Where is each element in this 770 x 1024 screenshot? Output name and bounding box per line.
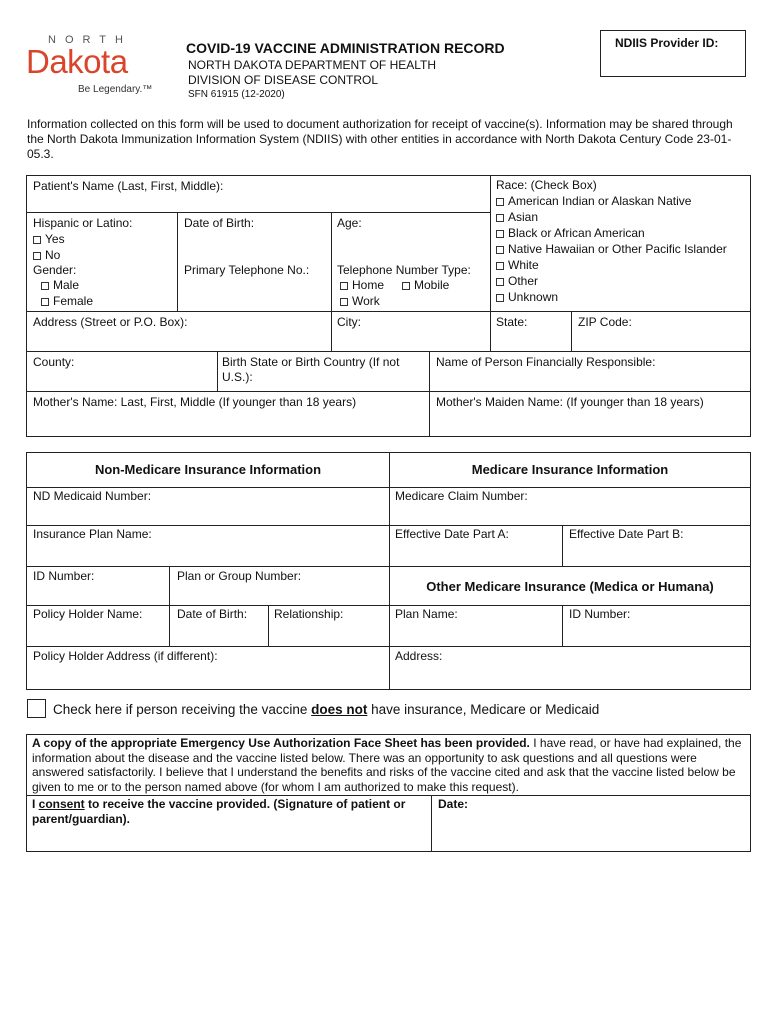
race-option-black[interactable] — [496, 225, 727, 241]
policy-holder-dob-label: Date of Birth: — [177, 607, 248, 621]
consent-statement — [32, 736, 744, 794]
phone-home-checkbox[interactable] — [340, 282, 348, 290]
hispanic-yes-label: Yes — [45, 232, 65, 246]
zip-label: ZIP Code: — [578, 315, 632, 329]
consent-body: I have read, or have had explained, the information about the disease and the vaccine listed below. There was an opportunity to ask questions and all questions were answered satisfactorily. I believe that I understand the benefits and risks of the vaccine cited and ask that the vaccine listed below be given to me or to the person named above (for whom I am authorized to make this request). — [32, 736, 742, 794]
other-plan-name-label: Plan Name: — [395, 607, 458, 621]
other-address-field[interactable] — [390, 647, 750, 689]
part-b-date-field[interactable] — [563, 526, 750, 565]
race-checkbox[interactable] — [496, 230, 504, 238]
division-name: DIVISION OF DISEASE CONTROL — [188, 73, 379, 87]
department-name: NORTH DAKOTA DEPARTMENT OF HEALTH — [188, 58, 437, 72]
medicaid-number-field[interactable] — [27, 488, 388, 524]
race-option-label: Native Hawaiian or Other Pacific Islander — [508, 242, 727, 256]
phone-mobile-label: Mobile — [414, 278, 450, 292]
logo-north-text: NORTH — [48, 34, 132, 46]
medicare-claim-field[interactable] — [390, 488, 750, 524]
policy-holder-name-field[interactable] — [27, 606, 168, 645]
signature-field[interactable] — [27, 796, 430, 851]
id-number-field[interactable] — [27, 567, 168, 604]
part-a-date-field[interactable] — [390, 526, 561, 565]
no-insurance-emphasis: does not — [311, 702, 368, 717]
phone-work-option[interactable] — [340, 294, 380, 309]
state-field[interactable] — [491, 312, 570, 350]
medicare-claim-label: Medicare Claim Number: — [395, 489, 528, 503]
ndiis-provider-id-box[interactable] — [600, 30, 746, 77]
signature-emphasis: consent — [38, 797, 85, 811]
race-option-asian[interactable] — [496, 209, 727, 225]
race-option-american-indian[interactable] — [496, 193, 727, 209]
race-field — [491, 176, 750, 310]
race-option-label: Other — [508, 274, 539, 288]
hispanic-no-checkbox[interactable] — [33, 252, 41, 260]
intro-text: Information collected on this form will be used to document authorization for receipt of vaccine(s). Information may be shared through the North Dakota Immunization Information System (NDIIS) with other entities in accordance with North Dakota Century Code 23-01-05.3. — [27, 117, 733, 161]
race-checkbox[interactable] — [496, 198, 504, 206]
mother-name-label: Mother's Name: Last, First, Middle (If younger than 18 years) — [33, 395, 357, 409]
signature-post: to receive the vaccine provided. (Signature of patient or parent/guardian). — [32, 797, 406, 826]
patient-name-label: Patient's Name (Last, First, Middle): — [33, 179, 224, 193]
phone-label: Primary Telephone No.: — [184, 263, 310, 277]
gender-female-checkbox[interactable] — [41, 298, 49, 306]
hispanic-yes-option[interactable] — [33, 232, 65, 247]
part-a-date-label: Effective Date Part A: — [395, 527, 509, 541]
no-insurance-text-post: have insurance, Medicare or Medicaid — [367, 702, 600, 717]
patient-name-field[interactable] — [27, 176, 489, 211]
insurance-plan-name-label: Insurance Plan Name: — [33, 527, 152, 541]
form-title: COVID-19 VACCINE ADMINISTRATION RECORD — [186, 40, 505, 56]
signature-pre: I — [32, 797, 39, 811]
race-option-label: Black or African American — [508, 226, 645, 240]
race-label: Race: (Check Box) — [496, 178, 597, 192]
race-checkbox[interactable] — [496, 278, 504, 286]
gender-female-option[interactable] — [41, 294, 93, 309]
race-option-white[interactable] — [496, 257, 727, 273]
consent-lead: A copy of the appropriate Emergency Use Authorization Face Sheet has been provided. — [32, 736, 530, 750]
phone-home-option[interactable] — [340, 278, 384, 293]
hispanic-no-label: No — [45, 248, 61, 262]
signature-label — [32, 797, 428, 827]
other-id-number-field[interactable] — [563, 606, 750, 645]
medicare-header: Medicare Insurance Information — [471, 462, 669, 477]
no-insurance-checkbox[interactable] — [27, 699, 46, 718]
gender-female-label: Female — [53, 294, 94, 308]
age-label: Age: — [337, 216, 362, 230]
dob-field[interactable] — [178, 213, 330, 261]
phone-mobile-checkbox[interactable] — [402, 282, 410, 290]
phone-type-field — [332, 262, 489, 310]
logo-dakota-text: Dakota — [26, 43, 128, 80]
relationship-field[interactable] — [269, 606, 388, 645]
age-field[interactable] — [332, 213, 489, 261]
hispanic-yes-checkbox[interactable] — [33, 236, 41, 244]
other-address-label: Address: — [395, 649, 443, 663]
phone-field[interactable] — [178, 262, 330, 310]
group-number-label: Plan or Group Number: — [177, 569, 302, 583]
financial-responsible-field[interactable] — [430, 352, 750, 390]
hispanic-no-option[interactable] — [33, 248, 60, 263]
mother-name-field[interactable] — [27, 392, 428, 436]
other-medicare-header: Other Medicare Insurance (Medica or Humana) — [426, 579, 714, 594]
county-label: County: — [33, 355, 75, 369]
mother-maiden-field[interactable] — [430, 392, 750, 436]
no-insurance-statement — [53, 702, 599, 717]
relationship-label: Relationship: — [274, 607, 344, 621]
gender-male-label: Male — [53, 278, 80, 292]
race-checkbox[interactable] — [496, 294, 504, 302]
race-option-unknown[interactable] — [496, 289, 727, 305]
address-field[interactable] — [27, 312, 330, 350]
race-option-label: White — [508, 258, 539, 272]
race-option-label: Unknown — [508, 290, 559, 304]
zip-field[interactable] — [572, 312, 750, 350]
race-checkbox[interactable] — [496, 246, 504, 254]
phone-work-label: Work — [352, 294, 380, 308]
gender-male-checkbox[interactable] — [41, 282, 49, 290]
city-label: City: — [337, 315, 361, 329]
no-insurance-text-pre: Check here if person receiving the vaccine — [53, 702, 312, 717]
other-plan-name-field[interactable] — [390, 606, 561, 645]
race-checkbox[interactable] — [496, 262, 504, 270]
county-field[interactable] — [27, 352, 216, 390]
gender-male-option[interactable] — [41, 278, 79, 293]
race-checkbox[interactable] — [496, 214, 504, 222]
phone-work-checkbox[interactable] — [340, 298, 348, 306]
consent-date-field[interactable] — [432, 796, 750, 851]
gender-field — [27, 262, 176, 310]
group-number-field[interactable] — [170, 567, 388, 604]
ndiis-provider-id-label: NDIIS Provider ID: — [615, 36, 719, 50]
hispanic-field — [27, 213, 176, 263]
mother-maiden-label: Mother's Maiden Name: (If younger than 18 years) — [436, 395, 704, 409]
race-option-other[interactable] — [496, 273, 727, 289]
birth-state-field[interactable] — [218, 352, 428, 390]
race-option-label: American Indian or Alaskan Native — [508, 194, 692, 208]
policy-holder-address-field[interactable] — [27, 647, 388, 689]
policy-holder-dob-field[interactable] — [170, 606, 267, 645]
phone-mobile-option[interactable] — [402, 278, 449, 293]
hispanic-label: Hispanic or Latino: — [33, 216, 133, 230]
part-b-date-label: Effective Date Part B: — [569, 527, 684, 541]
medicaid-number-label: ND Medicaid Number: — [33, 489, 152, 503]
state-label: State: — [496, 315, 528, 329]
city-field[interactable] — [332, 312, 489, 350]
dob-label: Date of Birth: — [184, 216, 255, 230]
policy-holder-name-label: Policy Holder Name: — [33, 607, 143, 621]
address-label: Address (Street or P.O. Box): — [33, 315, 188, 329]
non-medicare-header: Non-Medicare Insurance Information — [94, 462, 322, 477]
form-number: SFN 61915 (12-2020) — [188, 89, 285, 100]
consent-date-label: Date: — [438, 797, 469, 811]
phone-home-label: Home — [352, 278, 385, 292]
gender-label: Gender: — [33, 263, 77, 277]
other-id-number-label: ID Number: — [569, 607, 631, 621]
race-option-label: Asian — [508, 210, 539, 224]
policy-holder-address-label: Policy Holder Address (if different): — [33, 649, 218, 663]
phone-type-label: Telephone Number Type: — [337, 263, 471, 277]
id-number-label: ID Number: — [33, 569, 95, 583]
birth-state-label: Birth State or Birth Country (If not U.S.): — [222, 355, 400, 384]
insurance-plan-name-field[interactable] — [27, 526, 388, 565]
nd-logo — [26, 34, 156, 100]
financial-responsible-label: Name of Person Financially Responsible: — [436, 355, 656, 369]
logo-tagline: Be Legendary.™ — [78, 84, 153, 95]
race-option-native-hawaiian[interactable] — [496, 241, 727, 257]
